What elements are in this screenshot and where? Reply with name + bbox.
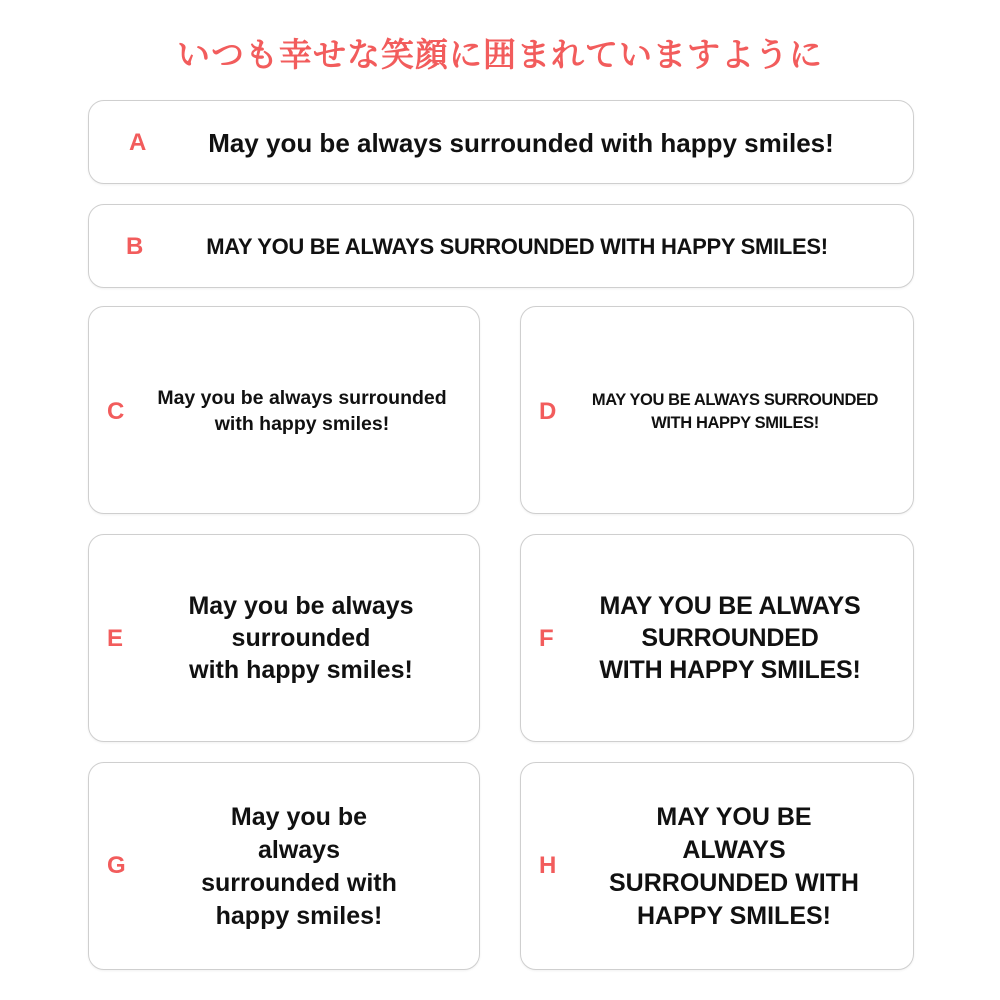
option-card-e[interactable] (88, 534, 480, 742)
option-text: May you be always surrounded with happy smiles! (201, 803, 397, 930)
option-letter: A (129, 129, 147, 156)
option-letter: B (126, 233, 144, 260)
option-card-a[interactable] (88, 100, 914, 184)
option-text: May you be always surrounded with happy smiles! (157, 387, 447, 435)
option-letter: H (539, 852, 557, 879)
option-card-g[interactable] (88, 762, 480, 970)
option-letter: G (107, 852, 126, 879)
page-title: いつも幸せな笑顔に囲まれていますように (177, 35, 823, 74)
option-text: May you be always surrounded with happy smiles! (188, 592, 414, 684)
option-card-f[interactable] (520, 534, 914, 742)
option-card-d[interactable] (520, 306, 914, 514)
option-letter: C (107, 398, 125, 425)
option-letter: D (539, 398, 557, 425)
option-text: MAY YOU BE ALWAYS SURROUNDED WITH HAPPY SMILES! (206, 234, 828, 259)
option-card-c[interactable] (88, 306, 480, 514)
option-text: MAY YOU BE ALWAYS SURROUNDED WITH HAPPY SMILES! (591, 391, 879, 432)
option-text: MAY YOU BE ALWAYS SURROUNDED WITH HAPPY SMILES! (609, 803, 859, 930)
option-letter: E (107, 625, 124, 652)
option-letter: F (539, 625, 554, 652)
option-text: MAY YOU BE ALWAYS SURROUNDED WITH HAPPY SMILES! (599, 592, 861, 684)
option-text: May you be always surrounded with happy smiles! (208, 128, 834, 158)
option-card-h[interactable] (520, 762, 914, 970)
option-card-b[interactable] (88, 204, 914, 288)
